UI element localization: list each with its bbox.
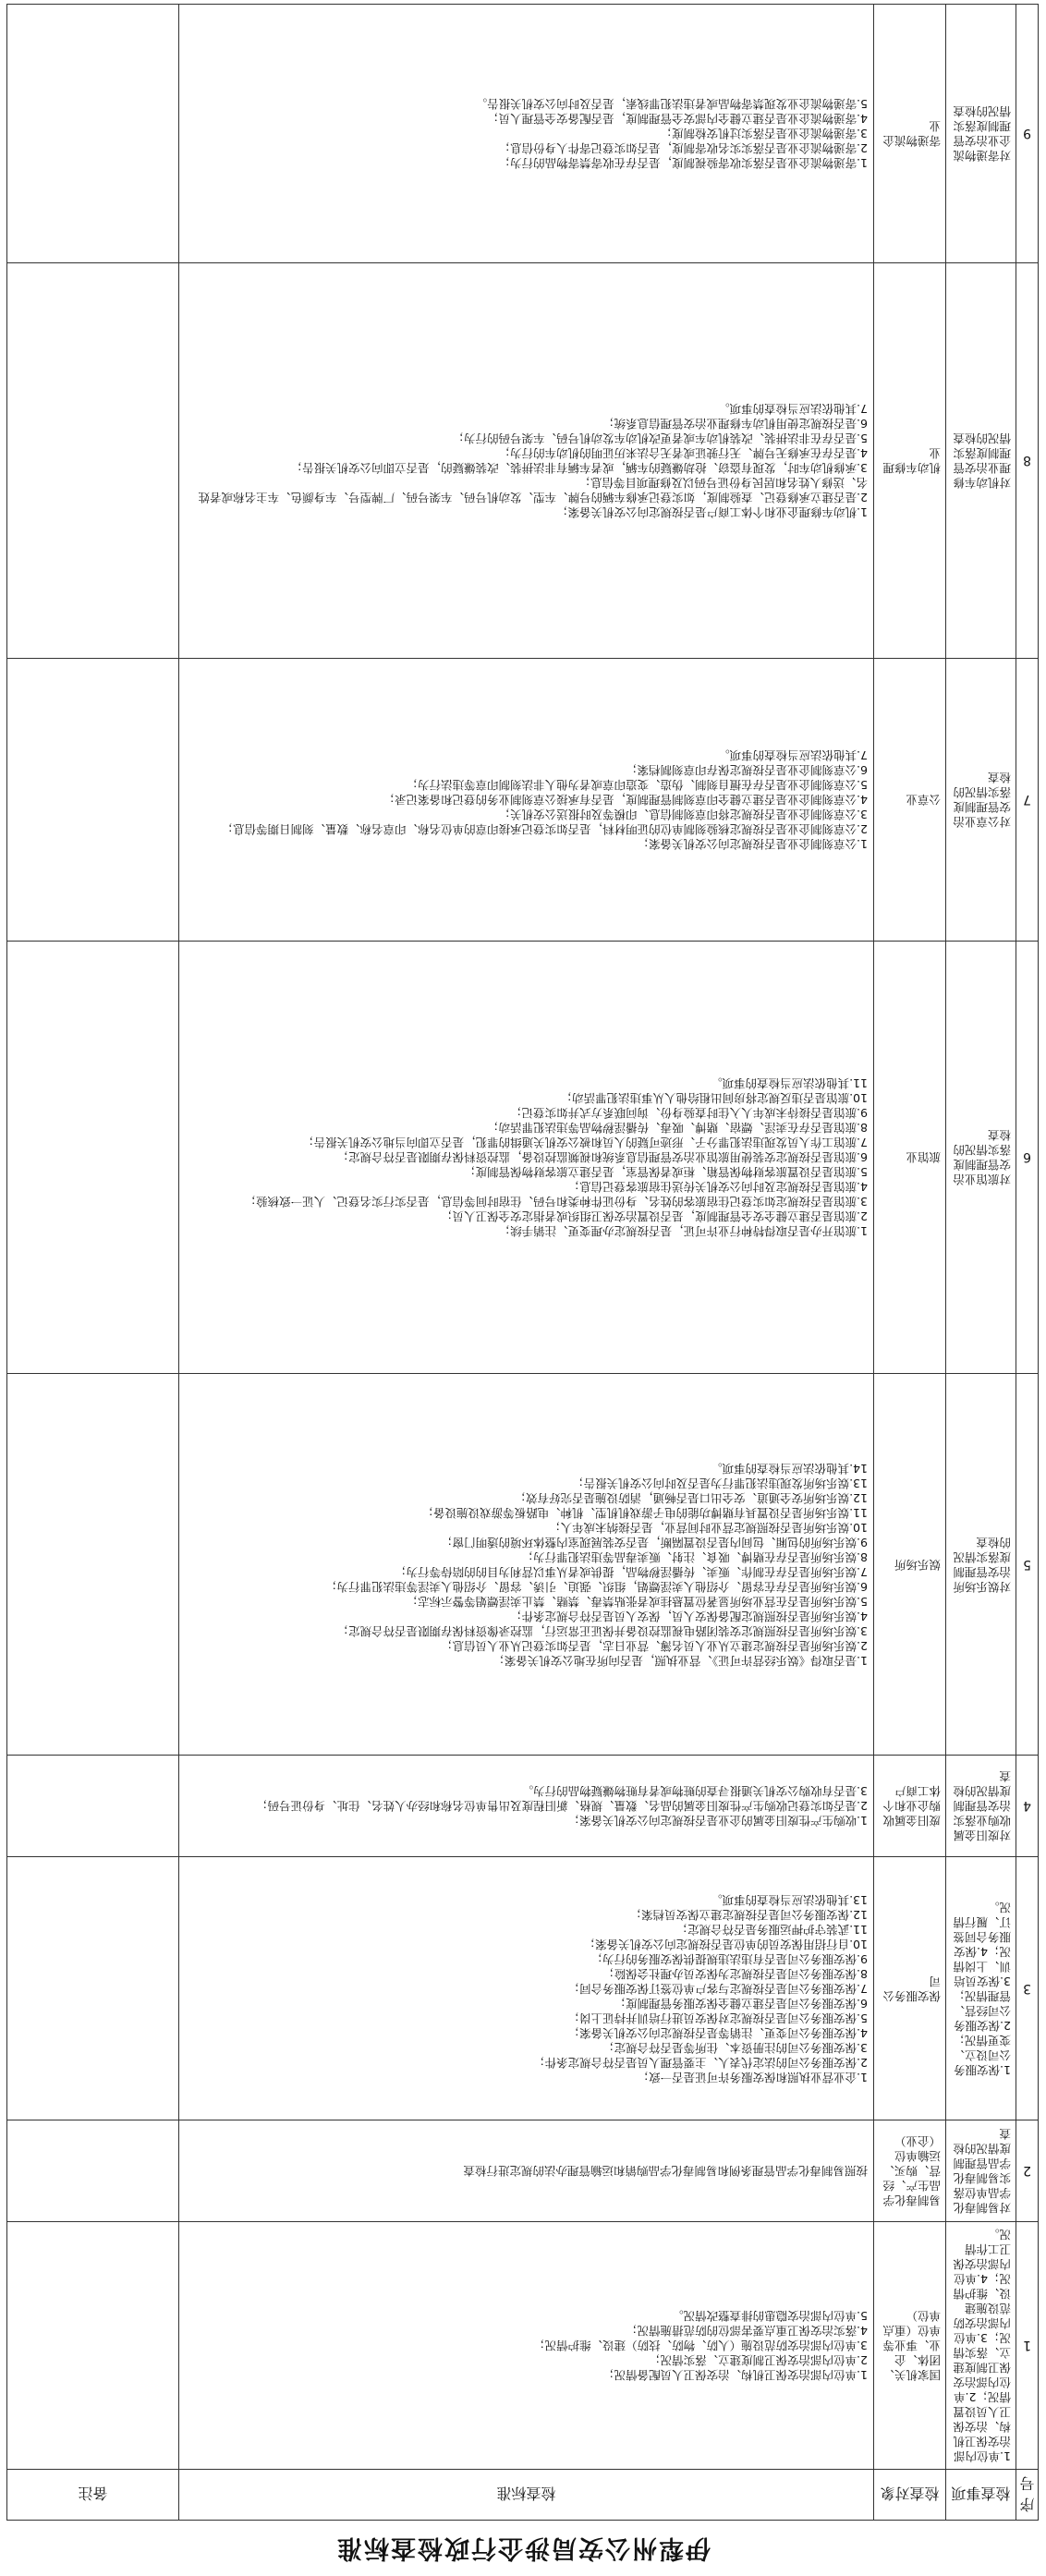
row-seq: 1	[1016, 2222, 1039, 2470]
table-row	[7, 2120, 1039, 2222]
row-seq: 8	[1016, 263, 1039, 659]
table-row	[7, 263, 1039, 659]
header-note: 备注	[7, 2470, 179, 2521]
row-item: 对旅馆业治安管理制度落实情况的检查	[946, 942, 1016, 1374]
row-item: 对机动车修理业治安管理制度落实情况的检查	[946, 263, 1016, 659]
row-object: 废旧金属收购企业和个体工商户	[874, 1756, 946, 1857]
table-row	[7, 659, 1039, 942]
header-item: 检查事项	[946, 2470, 1016, 2521]
table-header-row	[7, 2470, 1039, 2521]
row-item: 1.保安服务公司设立、变更情况；2.保安服务公司经营、管理情况；3.保安员培训、上岗情况；4.保安服务合同签订、履行情况。	[946, 1857, 1016, 2120]
row-standard: 1.公章刻制企业是否按规定向公安机关备案； 2.公章刻制企业是否按规定核验刻制单位的证明材料，是否如实登记承接印章的单位名称、印章名称、数量、刻制日期等信息； 3.公章刻制企业是否按规定将印章刻制信息、印模等及时报送公安机关； 4.公章刻制企业是否建立健全印章刻制管理制度，是否有承接公章刻制业务的登记和备案记录； 5.公章刻制企业是否存在擅自刻制、伪造、变造印章或者为他人非法刻制印章等违法行为； 6.公章刻制企业是否按规定保存印章刻制档案； 7.其他依法应当检查的事项。	[179, 659, 874, 942]
row-standard: 按照易制毒化学品管理条例和易制毒化学品购销和运输管理办法的规定进行检查	[179, 2120, 874, 2222]
table-row	[7, 5, 1039, 263]
row-standard: 1.寄递物流企业是否落实收寄验视制度，是否存在收寄禁寄物品的行为； 2.寄递物流企业是否落实实名收寄制度，是否如实登记寄件人身份信息； 3.寄递物流企业是否落实过机安检制度； 4.寄递物流企业是否建立健全内部安全管理制度，是否配备安全管理人员； 5.寄递物流企业发现禁寄物品或者违法犯罪线索，是否及时向公安机关报告。	[179, 5, 874, 263]
row-object: 旅馆业	[874, 942, 946, 1374]
header-object: 检查对象	[874, 2470, 946, 2521]
row-seq: 3	[1016, 1857, 1039, 2120]
row-item: 1.单位内部治安保卫机构、治安保卫人员设置情况；2.单位内部治安保卫制度建立、落实情况；3.单位内部治安防范设施建设、维护情况；4.单位内部治安保卫工作情况。	[946, 2222, 1016, 2470]
row-object: 保安服务公司	[874, 1857, 946, 2120]
row-standard: 1.是否取得《娱乐经营许可证》、营业执照，是否向所在地公安机关备案； 2.娱乐场所是否按规定建立从业人员名簿、营业日志，是否如实登记从业人员信息； 3.娱乐场所是否按照规定安装闭路电视监控设备并保证正常运行，监控录像资料保存期限是否符合规定； 4.娱乐场所是否按照规定配备保安人员，保安人员是否符合规定条件； 5.娱乐场所是否在营业场所显著位置悬挂或者张贴禁毒、禁赌、禁止卖淫嫖娼等警示标志； 6.娱乐场所是否存在容留、介绍他人卖淫嫖娼，组织、强迫、引诱、容留、介绍他人卖淫等违法犯罪行为； 7.娱乐场所是否存在制作、贩卖、传播淫秽物品，提供或者从事以营利为目的的陪侍等行为； 8.娱乐场所是否存在赌博、吸食、注射、贩卖毒品等违法犯罪行为； 9.娱乐场所的包厢、包间内是否设置隔断，是否安装展现室内整体环境的透明门窗； 10.娱乐场所是否按照规定营业时间营业，是否接纳未成年人； 11.娱乐场所是否设置具有赌博功能的电子游戏机机型、机种、电路板等游戏设施设备； 12.娱乐场所安全通道、安全出口是否畅通，消防设施是否完好有效； 13.娱乐场所发现违法犯罪行为是否及时向公安机关报告； 14.其他依法应当检查的事项。	[179, 1374, 874, 1756]
row-seq: 4	[1016, 1756, 1039, 1857]
row-note	[7, 1374, 179, 1756]
row-seq: 5	[1016, 1374, 1039, 1756]
row-object: 娱乐场所	[874, 1374, 946, 1756]
row-seq: 9	[1016, 5, 1039, 263]
row-object: 易制毒化学品生产、经营、购买、运输单位（企业）	[874, 2120, 946, 2222]
table-row	[7, 1756, 1039, 1857]
row-item: 对娱乐场所治安管理制度落实情况的检查	[946, 1374, 1016, 1756]
row-note	[7, 5, 179, 263]
header-seq: 序号	[1016, 2470, 1039, 2521]
row-standard: 1.单位内部治安保卫机构、治安保卫人员配备情况； 2.单位内部治安保卫制度建立、落实情况； 3.单位内部治安防范设施（人防、物防、技防）建设、维护情况； 4.落实治安保卫重点要害部位的防范措施情况； 5.单位内部治安隐患的排查整改情况。	[179, 2222, 874, 2470]
row-item: 对废旧金属收购业落实治安管理制度情况的检查	[946, 1756, 1016, 1857]
row-item: 对寄递物流企业治安管理制度落实情况的检查	[946, 5, 1016, 263]
row-standard: 1.旅馆开办是否取得特种行业许可证，是否按规定办理变更、注销手续； 2.旅馆是否建立健全安全管理制度，是否设置治安保卫组织或者指定安全保卫人员； 3.旅馆是否按规定如实登记住宿旅客的姓名、身份证件种类和号码、住宿时间等信息，是否实行实名登记、人证一致核验； 4.旅馆是否按规定及时向公安机关传送住宿旅客登记信息； 5.旅馆是否设置旅客财物保管箱、柜或者保管室，是否建立旅客财物保管制度； 6.旅馆是否按规定安装使用旅馆业治安管理信息系统和视频监控设备，监控资料保存期限是否符合规定； 7.旅馆工作人员发现违法犯罪分子、形迹可疑的人员和被公安机关通缉的罪犯，是否立即向当地公安机关报告； 8.旅馆是否存在卖淫、嫖宿、赌博、吸毒、传播淫秽物品等违法犯罪活动； 9.旅馆是否接待未成年人入住时查验身份、询问联系方式并如实登记； 10.旅馆是否违反规定将房间出租给他人从事违法犯罪活动； 11.其他依法应当检查的事项。	[179, 942, 874, 1374]
row-note	[7, 1756, 179, 1857]
table-row	[7, 2222, 1039, 2470]
row-note	[7, 2222, 179, 2470]
row-seq: 7	[1016, 659, 1039, 942]
row-standard: 1.机动车修理企业和个体工商户是否按规定向公安机关备案； 2.是否建立承修登记、查验制度，如实登记承修车辆的号牌、车型、发动机号码、车架号码、厂牌型号、车身颜色、车主名称或者姓名、送修人姓名和居民身份证号码以及修理项目等信息； 3.承修机动车时，发现有盗窃、抢劫嫌疑的车辆，或者车辆有非法拼装、改装嫌疑的，是否立即向公安机关报告； 4.是否存在承修无号牌、无行驶证或者无合法来历证明的机动车的行为； 5.是否存在非法拼装、改装机动车或者更改机动车发动机号码、车架号码的行为； 6.是否按规定使用机动车修理业治安管理信息系统； 7.其他依法应当检查的事项。	[179, 263, 874, 659]
row-item: 对易制毒化学品单位落实易制毒化学品管理制度情况的检查	[946, 2120, 1016, 2222]
row-object: 机动车修理业	[874, 263, 946, 659]
row-seq: 6	[1016, 942, 1039, 1374]
table-row	[7, 1857, 1039, 2120]
page-title: 伊犁州公安局涉企行政检查标准	[335, 2533, 711, 2562]
row-note	[7, 659, 179, 942]
row-object: 国家机关、团体、企业、事业等单位（重点单位）	[874, 2222, 946, 2470]
table-row	[7, 942, 1039, 1374]
row-standard: 1.收购生产性废旧金属的企业是否按规定向公安机关备案； 2.是否如实登记收购生产性废旧金属的品名、数量、规格、新旧程度及出售单位名称和经办人姓名、住址、身份证号码； 3.是否有收购公安机关通报寻查的赃物或者有赃物嫌疑物品的行为。	[179, 1756, 874, 1857]
inspection-standards-table	[6, 4, 1039, 2521]
row-seq: 2	[1016, 2120, 1039, 2222]
row-note	[7, 1857, 179, 2120]
row-note	[7, 942, 179, 1374]
row-item: 对公章业治安管理制度落实情况的检查	[946, 659, 1016, 942]
row-note	[7, 2120, 179, 2222]
row-object: 公章业	[874, 659, 946, 942]
header-standard: 检查标准	[179, 2470, 874, 2521]
row-object: 寄递物流企业	[874, 5, 946, 263]
row-standard: 1.企业营业执照和保安服务许可证是否一致； 2.保安服务公司的法定代表人、主要管理人员是否符合规定条件； 3.保安服务公司的注册资本、住所等是否符合规定； 4.保安服务公司变更、注销等是否按规定向公安机关备案； 5.保安服务公司是否按规定对保安员进行培训并持证上岗； 6.保安服务公司是否建立健全保安服务管理制度； 7.保安服务公司是否按规定与客户单位签订保安服务合同； 8.保安服务公司是否按规定为保安员办理社会保险； 9.保安服务公司是否有违法违规提供保安服务的行为； 10.自行招用保安员的单位是否按规定向公安机关备案； 11.武装守护押运服务是否符合规定； 12.保安服务公司是否按规定建立保安员档案； 13.其他依法应当检查的事项。	[179, 1857, 874, 2120]
table-row	[7, 1374, 1039, 1756]
row-note	[7, 263, 179, 659]
